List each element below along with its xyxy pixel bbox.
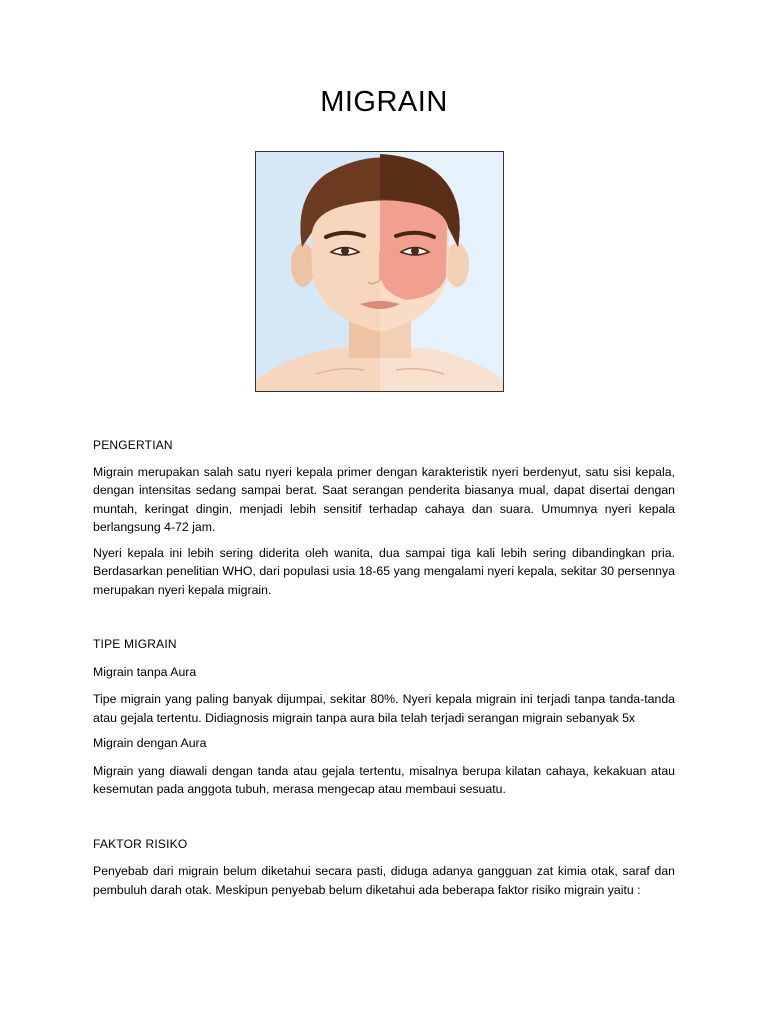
heading-tipe-migrain: TIPE MIGRAIN xyxy=(93,637,177,651)
ear-left xyxy=(291,243,315,287)
heading-pengertian: PENGERTIAN xyxy=(93,438,173,452)
paragraph-pengertian-1: Migrain merupakan salah satu nyeri kepala primer dengan karakteristik nyeri berdenyut, satu sisi kepala, dengan intensitas sedang sampai berat. Saat serangan penderita biasanya mual, dapat disertai dengan muntah, keringat dingin, menjadi lebih sensitif terhadap cahaya dan suara. Umumnya nyeri kepala berlangsung 4-72 jam. xyxy=(93,464,675,534)
ear-right xyxy=(445,243,469,287)
migraine-face-illustration xyxy=(255,151,504,392)
paragraph-pengertian-2: Nyeri kepala ini lebih sering diderita oleh wanita, dua sampai tiga kali lebih sering dibandingkan pria. Berdasarkan penelitian WHO, dari populasi usia 18-65 yang mengalami nyeri kepala, sekitar 30 persennya merupakan nyeri kepala migrain. xyxy=(93,545,675,597)
page-title: MIGRAIN xyxy=(320,86,448,118)
document-content xyxy=(93,436,675,899)
heading-faktor-risiko: FAKTOR RISIKO xyxy=(93,836,188,851)
pupil-right xyxy=(411,247,419,255)
subheading-dengan-aura: Migrain dengan Aura xyxy=(93,736,207,750)
pupil-left xyxy=(341,247,349,255)
face-illustration-svg xyxy=(256,152,503,391)
subheading-tanpa-aura: Migrain tanpa Aura xyxy=(93,664,197,679)
paragraph-dengan-aura: Migrain yang diawali dengan tanda atau gejala tertentu, misalnya berupa kilatan cahaya, kekakuan atau kesemutan pada anggota tubuh, merasa mengecap atau membaui sesuatu. xyxy=(93,763,675,796)
paragraph-tanpa-aura: Tipe migrain yang paling banyak dijumpai, sekitar 80%. Nyeri kepala migrain ini terjadi tanpa tanda-tanda atau gejala tertentu. Didiagnosis migrain tanpa aura bila telah terjadi serangan migrain sebanyak 5x xyxy=(93,692,675,725)
paragraph-faktor-risiko: Penyebab dari migrain belum diketahui secara pasti, diduga adanya gangguan zat kimia otak, saraf dan pembuluh darah otak. Meskipun penyebab belum diketahui ada beberapa faktor risiko migrain yaitu : xyxy=(93,864,675,897)
